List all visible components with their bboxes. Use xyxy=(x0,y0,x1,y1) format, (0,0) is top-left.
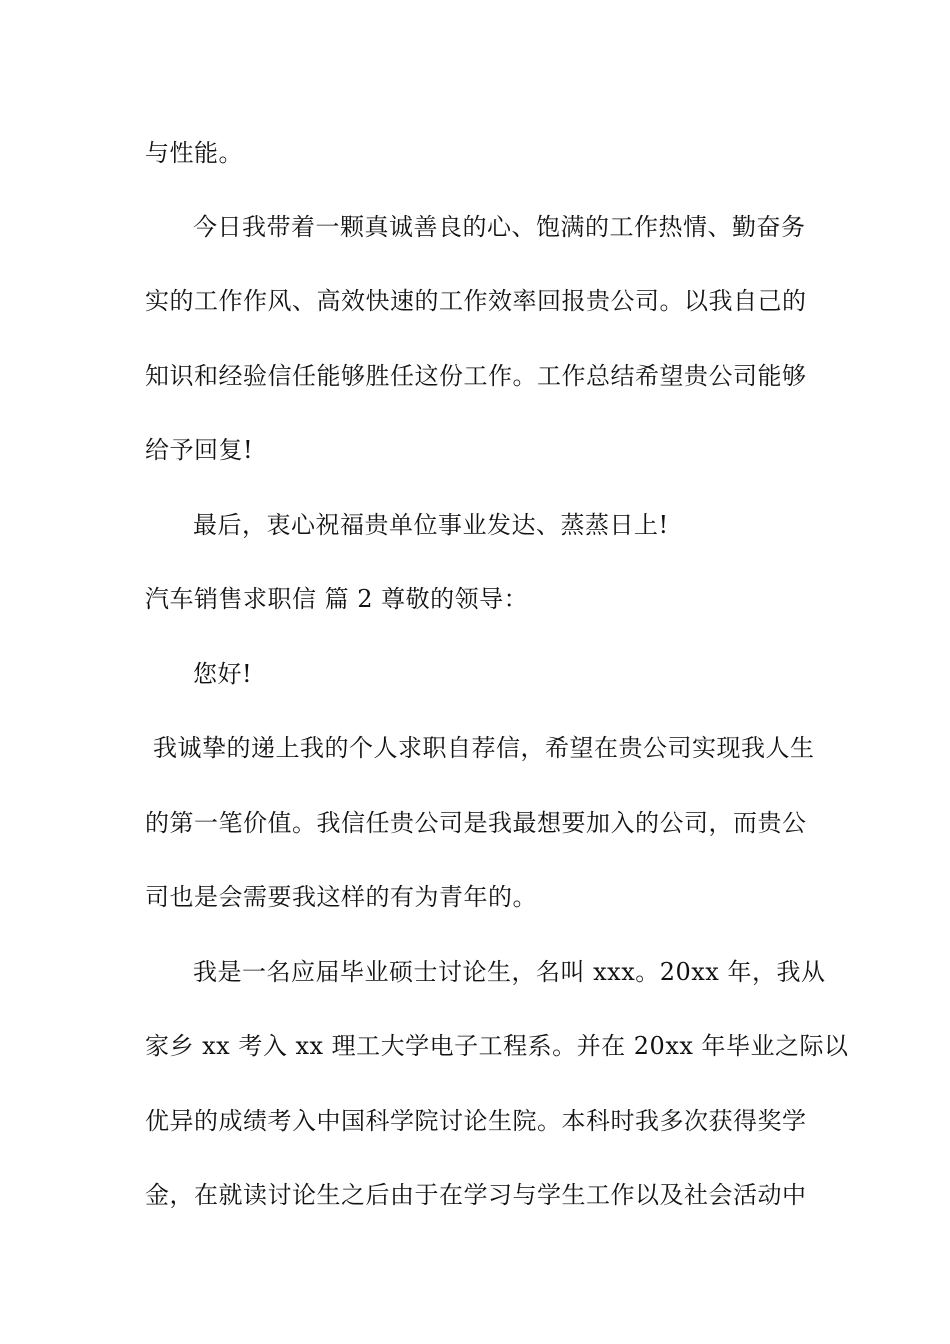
section-heading: 汽车销售求职信 篇 2 尊敬的领导： xyxy=(145,585,529,613)
text-line: 家乡 xx 考入 xx 理工大学电子工程系。并在 20xx 年毕业之际以 xyxy=(145,1032,849,1060)
text-line: 的第一笔价值。我信任贵公司是我最想要加入的公司，而贵公 xyxy=(145,809,807,837)
text-line: 我是一名应届毕业硕士讨论生，名叫 xxx。20xx 年，我从 xyxy=(193,958,826,986)
text-line: 实的工作作风、高效快速的工作效率回报贵公司。以我自己的 xyxy=(145,287,807,315)
text-line: 我诚挚的递上我的个人求职自荐信，希望在贵公司实现我人生 xyxy=(153,734,815,762)
text-line: 优异的成绩考入中国科学院讨论生院。本科时我多次获得奖学 xyxy=(145,1107,807,1135)
text-line: 今日我带着一颗真诚善良的心、饱满的工作热情、勤奋务 xyxy=(193,213,806,241)
text-line: 知识和经验信任能够胜任这份工作。工作总结希望贵公司能够 xyxy=(145,362,807,390)
text-line: 金，在就读讨论生之后由于在学习与学生工作以及社会活动中 xyxy=(145,1181,807,1209)
text-line: 最后，衷心祝福贵单位事业发达、蒸蒸日上! xyxy=(193,511,669,539)
greeting: 您好! xyxy=(193,660,253,688)
text-line: 与性能。 xyxy=(145,139,243,167)
text-line: 给予回复! xyxy=(145,436,254,464)
text-line: 司也是会需要我这样的有为青年的。 xyxy=(145,883,537,911)
